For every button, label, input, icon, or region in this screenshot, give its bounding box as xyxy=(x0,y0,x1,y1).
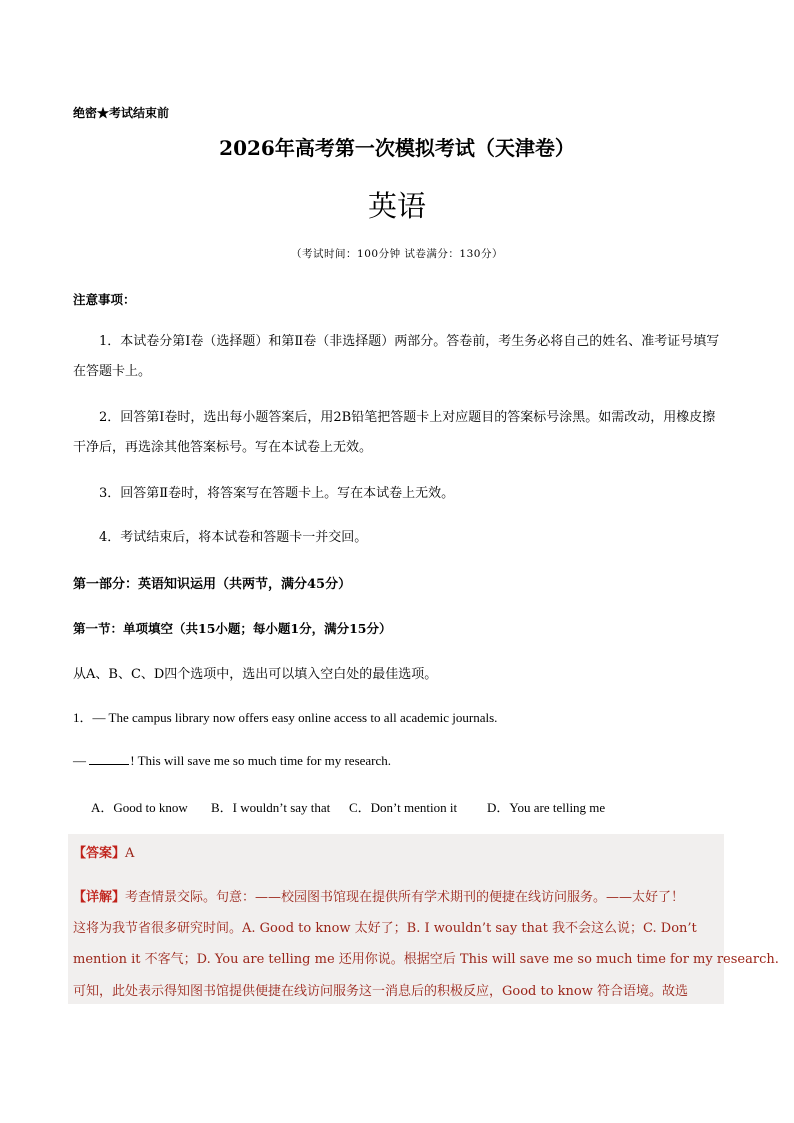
answer-value: A xyxy=(125,846,135,861)
question1-response xyxy=(73,752,391,769)
notice-item-2: 2．回答第Ⅰ卷时，选出每小题答案后，用2B铅笔把答题卡上对应题目的答案标号涂黑。如需改动，用橡皮擦干净后，再选涂其他答案标号。写在本试卷上无效。 xyxy=(73,410,716,455)
confidential-mark: 绝密★考试结束前 xyxy=(73,106,170,120)
option-c: C．Don’t mention it xyxy=(349,800,458,815)
detail-line-3: mention it 不客气；D. You are telling me 还用你说。根据空后 This will save me so much time for my research. xyxy=(73,952,779,967)
answer-line xyxy=(73,842,134,861)
detail-text-1: 考查情景交际。句意：——校园图书馆现在提供所有学术期刊的便捷在线访问服务。——太好了！ xyxy=(125,890,685,905)
detail-line-4: 可知，此处表示得知图书馆提供便捷在线访问服务这一消息后的积极反应，Good to know 符合语境。故选 xyxy=(73,984,689,999)
detail-line-1 xyxy=(73,886,684,905)
part1-heading: 第一部分：英语知识运用（共两节，满分45分） xyxy=(73,577,352,592)
section1-heading: 第一节：单项填空（共15小题；每小题1分，满分15分） xyxy=(73,621,392,636)
notice-item-4: 4．考试结束后，将本试卷和答题卡一并交回。 xyxy=(99,530,368,545)
notice-item-3: 3．回答第Ⅱ卷时，将答案写在答题卡上。写在本试卷上无效。 xyxy=(99,486,455,501)
subject-title: 英语 xyxy=(367,189,426,223)
detail-label: 【详解】 xyxy=(73,890,126,905)
notice-heading: 注意事项： xyxy=(73,292,136,307)
detail-line-2: 这将为我节省很多研究时间。A. Good to know 太好了；B. I wouldn’t say that 我不会这么说；C. Don’t xyxy=(73,921,697,936)
exam-meta: （考试时间：100分钟 试卷满分：130分） xyxy=(291,248,503,260)
section1-instruction: 从A、B、C、D四个选项中，选出可以填入空白处的最佳选项。 xyxy=(73,667,438,682)
exam-title: 2026年高考第一次模拟考试（天津卷） xyxy=(219,136,575,160)
option-b: B．I wouldn’t say that xyxy=(211,800,331,815)
answer-label: 【答案】 xyxy=(73,846,126,861)
notice-item-1: 1．本试卷分第Ⅰ卷（选择题）和第Ⅱ卷（非选择题）两部分。答卷前，考生务必将自己的姓名、准考证号填写在答题卡上。 xyxy=(73,334,720,379)
option-d: D．You are telling me xyxy=(487,800,606,815)
response-dash: — xyxy=(73,753,90,768)
option-a: A．Good to know xyxy=(91,800,188,815)
question1-prompt: 1．— The campus library now offers easy online access to all academic journals. xyxy=(73,710,498,725)
response-text: ! This will save me so much time for my research. xyxy=(130,753,392,768)
answer-blank xyxy=(89,752,129,765)
